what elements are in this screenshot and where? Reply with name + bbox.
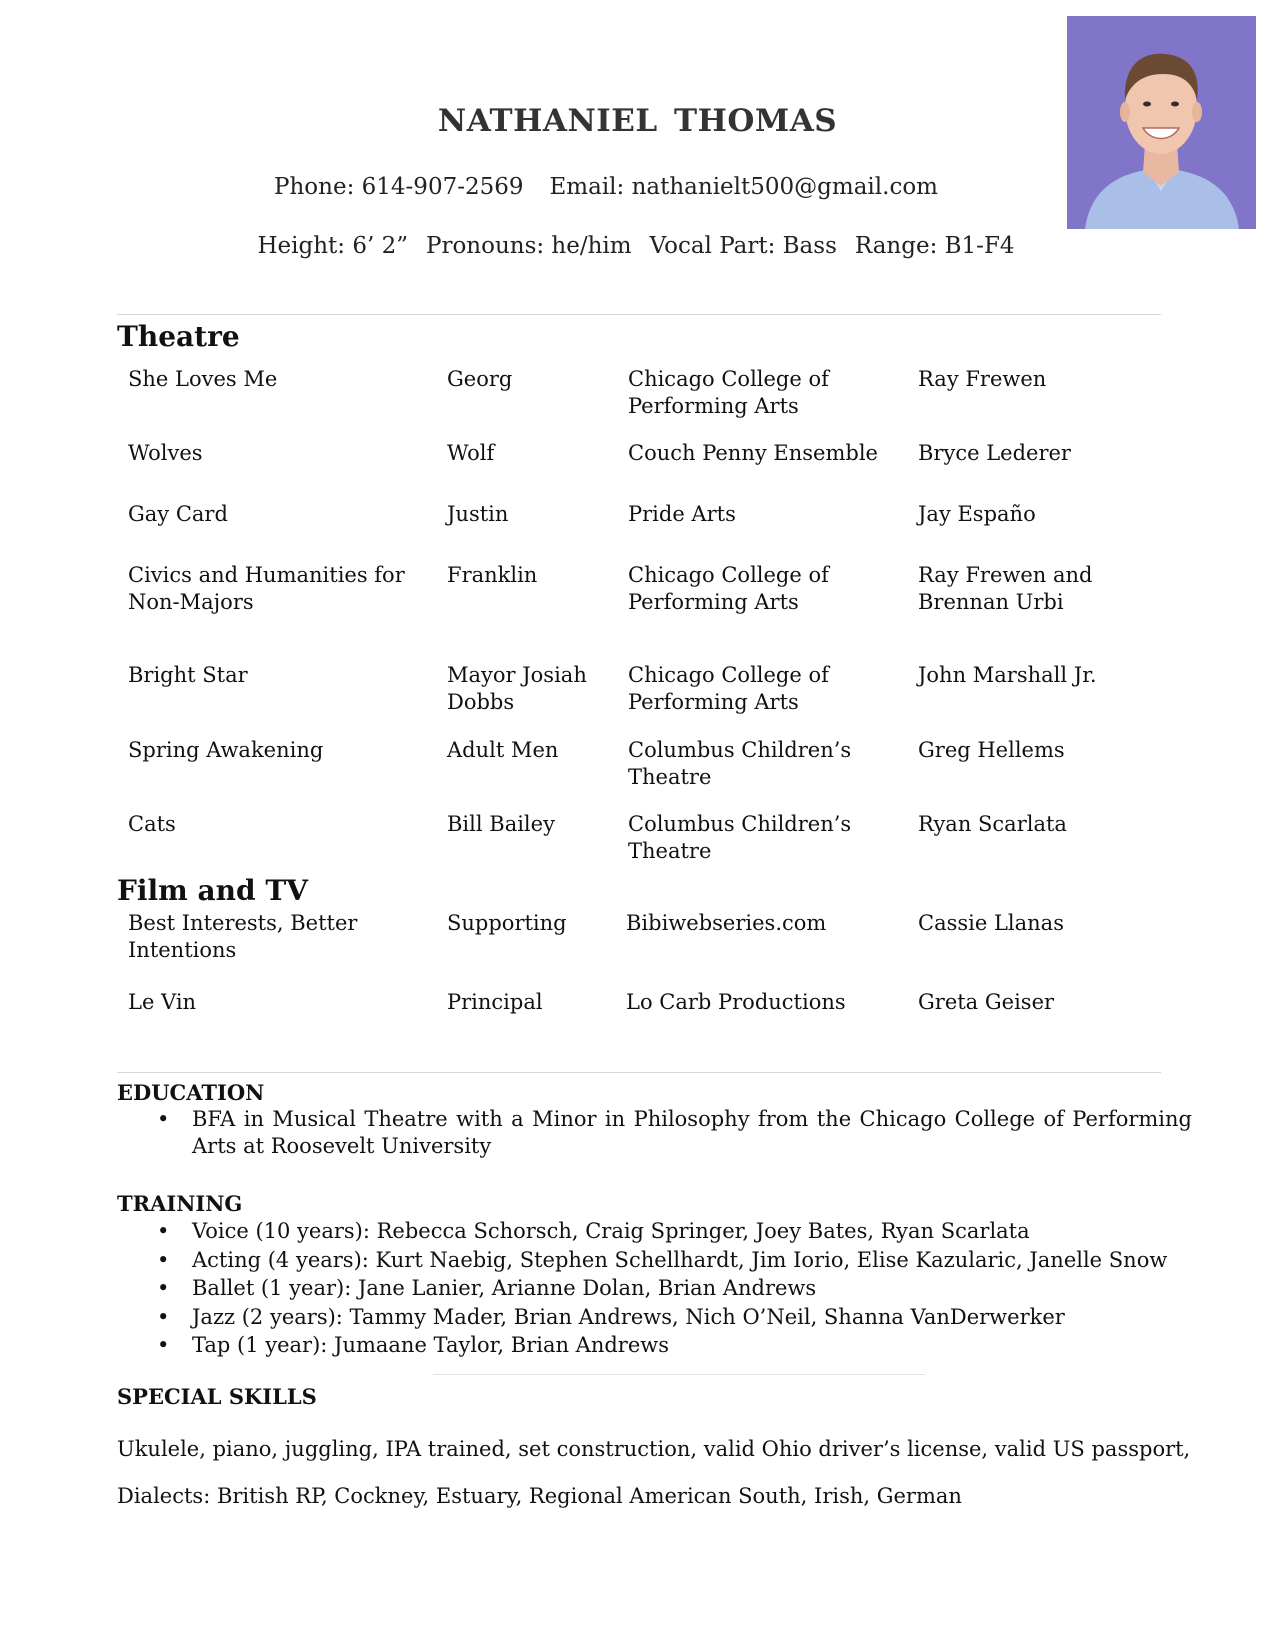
role: Georg <box>447 367 513 391</box>
role: Supporting <box>447 911 567 935</box>
role: Principal <box>447 990 543 1014</box>
show-title: She Loves Me <box>128 367 278 391</box>
training-text: Voice (10 years): Rebecca Schorsch, Craig Springer, Joey Bates, Ryan Scarlata <box>192 1219 1030 1243</box>
role: Wolf <box>447 441 495 465</box>
project-title: Best Interests, Better Intentions <box>128 911 358 962</box>
divider-top <box>117 314 1161 315</box>
training-item <box>152 1303 1167 1332</box>
training-list <box>152 1217 1167 1360</box>
bullet: • <box>157 1219 170 1243</box>
company: Columbus Children’s Theatre <box>628 738 852 789</box>
show-title: Spring Awakening <box>128 738 324 762</box>
director: Ray Frewen <box>918 367 1047 391</box>
stats-line <box>0 233 1272 259</box>
training-text: Jazz (2 years): Tammy Mader, Brian Andrews, Nich O’Neil, Shanna VanDerwerker <box>192 1304 1065 1329</box>
show-title: Cats <box>128 812 176 836</box>
director: John Marshall Jr. <box>918 663 1097 687</box>
company: Pride Arts <box>628 502 736 526</box>
director: Bryce Lederer <box>918 441 1071 465</box>
director: Cassie Llanas <box>918 911 1064 935</box>
theatre-heading: Theatre <box>117 320 240 353</box>
special-skills-heading: SPECIAL SKILLS <box>117 1384 317 1409</box>
training-item <box>152 1274 1167 1303</box>
height-stat: Height: 6’ 2” <box>257 233 408 259</box>
divider-short <box>433 1374 925 1375</box>
email-address: Email: nathanielt500@gmail.com <box>549 174 938 200</box>
bullet: • <box>157 1107 170 1131</box>
show-title: Wolves <box>128 441 203 465</box>
company: Chicago College of Performing Arts <box>628 563 829 614</box>
director: Greta Geiser <box>918 990 1055 1014</box>
production-company: Lo Carb Productions <box>626 990 846 1014</box>
phone-number: Phone: 614-907-2569 <box>274 174 524 200</box>
training-text: Tap (1 year): Jumaane Taylor, Brian Andrews <box>192 1333 670 1357</box>
bullet: • <box>157 1304 170 1329</box>
training-text: Acting (4 years): Kurt Naebig, Stephen Schellhardt, Jim Iorio, Elise Kazularic, Janelle Snow <box>192 1247 1168 1272</box>
bullet: • <box>157 1333 170 1357</box>
show-title: Bright Star <box>128 663 248 687</box>
training-item <box>152 1331 1167 1360</box>
divider-middle <box>117 1072 1161 1073</box>
education-list <box>152 1106 1192 1160</box>
company: Chicago College of Performing Arts <box>628 663 829 714</box>
project-title: Le Vin <box>128 990 197 1014</box>
show-title: Gay Card <box>128 502 228 526</box>
show-title: Civics and Humanities for Non-Majors <box>128 563 405 614</box>
role: Mayor Josiah Dobbs <box>447 663 587 714</box>
director: Ryan Scarlata <box>918 812 1067 836</box>
film-tv-heading: Film and TV <box>117 874 308 907</box>
bullet: • <box>157 1247 170 1272</box>
training-heading: TRAINING <box>117 1191 243 1216</box>
training-text: Ballet (1 year): Jane Lanier, Arianne Dolan, Brian Andrews <box>192 1276 817 1300</box>
vocal-part-stat: Vocal Part: Bass <box>649 233 837 259</box>
education-heading: EDUCATION <box>117 1080 265 1105</box>
role: Adult Men <box>447 738 559 762</box>
director: Jay Españo <box>918 502 1036 526</box>
role: Justin <box>447 502 509 526</box>
company: Columbus Children’s Theatre <box>628 812 852 863</box>
training-item <box>152 1246 1167 1275</box>
skills-line: Ukulele, piano, juggling, IPA trained, set construction, valid Ohio driver’s license, valid US passport, <box>117 1437 1191 1461</box>
company: Couch Penny Ensemble <box>628 441 878 465</box>
contact-line <box>0 174 1212 200</box>
role: Bill Bailey <box>447 812 555 836</box>
pronouns-stat: Pronouns: he/him <box>425 233 632 259</box>
director: Greg Hellems <box>918 738 1065 762</box>
education-item <box>152 1106 1192 1160</box>
production-company: Bibiwebseries.com <box>626 911 827 935</box>
company: Chicago College of Performing Arts <box>628 367 829 418</box>
bullet: • <box>157 1276 170 1300</box>
applicant-name: NATHANIEL THOMAS <box>437 103 838 139</box>
education-text: BFA in Musical Theatre with a Minor in Philosophy from the Chicago College of Performing Arts at Roosevelt University <box>192 1107 1192 1158</box>
director: Ray Frewen and Brennan Urbi <box>918 563 1093 614</box>
range-stat: Range: B1-F4 <box>854 233 1015 259</box>
dialects-line: Dialects: British RP, Cockney, Estuary, Regional American South, Irish, German <box>117 1484 962 1508</box>
role: Franklin <box>447 563 538 587</box>
training-item <box>152 1217 1167 1246</box>
